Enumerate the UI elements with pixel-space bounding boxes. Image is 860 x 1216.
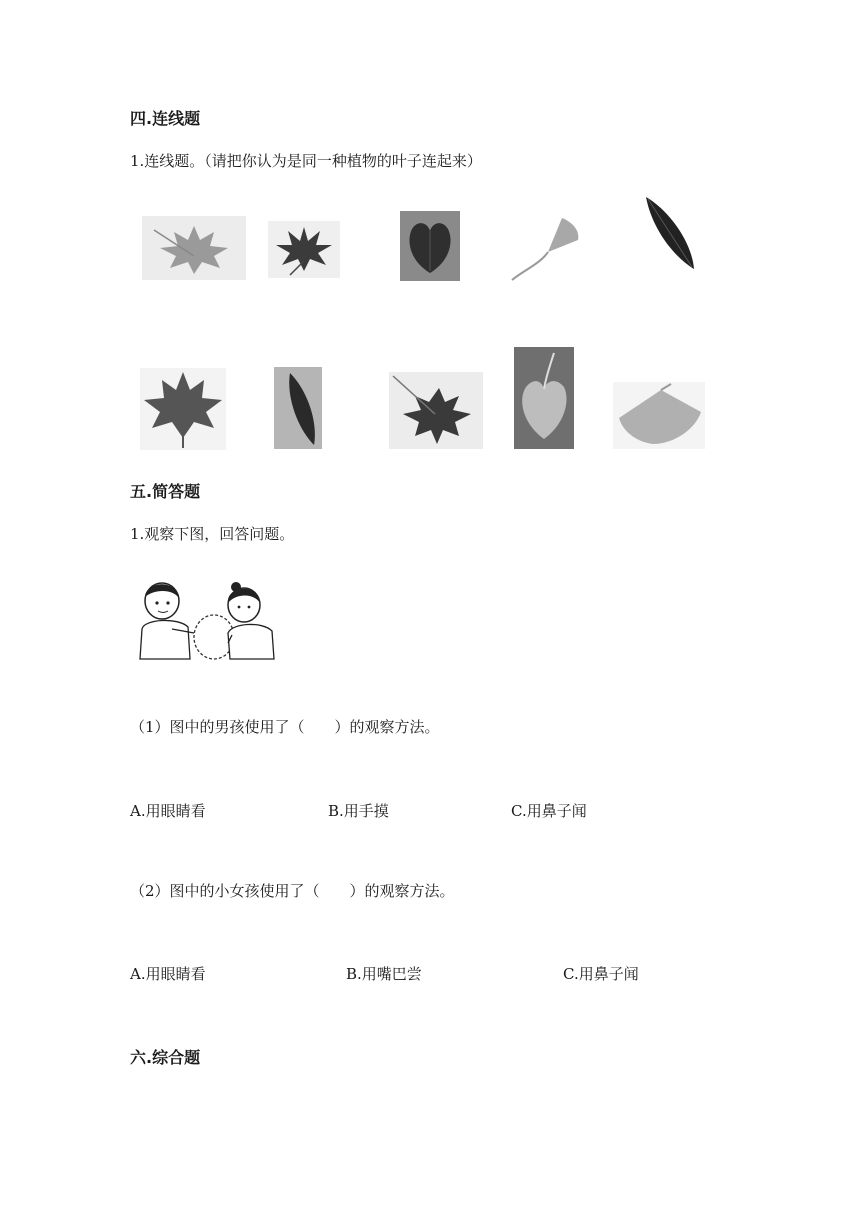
heart-leaf-icon[interactable] (400, 211, 460, 281)
heart-leaf-icon[interactable] (514, 347, 574, 449)
ginkgo-leaf-icon[interactable] (613, 382, 705, 449)
option-c[interactable]: C.用鼻子闻 (511, 802, 587, 820)
question-text: 1.观察下图，回答问题。 (130, 525, 295, 543)
willow-leaf-icon[interactable] (640, 193, 698, 273)
section-heading: 六.综合题 (130, 1048, 201, 1067)
option-a[interactable]: A.用眼睛看 (130, 965, 206, 983)
sub-question-1: （1）图中的男孩使用了（ ）的观察方法。 (130, 718, 440, 736)
maple-leaf-icon[interactable] (142, 216, 246, 280)
option-c[interactable]: C.用鼻子闻 (563, 965, 639, 983)
maple-leaf-icon[interactable] (268, 221, 340, 278)
question-text: 1.连线题。（请把你认为是同一种植物的叶子连起来） (130, 152, 482, 170)
maple-leaf-icon[interactable] (389, 372, 483, 449)
children-observing-illustration (132, 577, 280, 667)
option-b[interactable]: B.用嘴巴尝 (346, 965, 422, 983)
option-a[interactable]: A.用眼睛看 (130, 802, 206, 820)
ginkgo-leaf-icon[interactable] (510, 214, 582, 282)
option-b[interactable]: B.用手摸 (328, 802, 389, 820)
section-heading: 四.连线题 (130, 109, 201, 128)
sub-question-2: （2）图中的小女孩使用了（ ）的观察方法。 (130, 882, 455, 900)
section-heading: 五.简答题 (130, 482, 201, 501)
willow-leaf-icon[interactable] (274, 367, 322, 449)
maple-leaf-icon[interactable] (140, 368, 226, 450)
